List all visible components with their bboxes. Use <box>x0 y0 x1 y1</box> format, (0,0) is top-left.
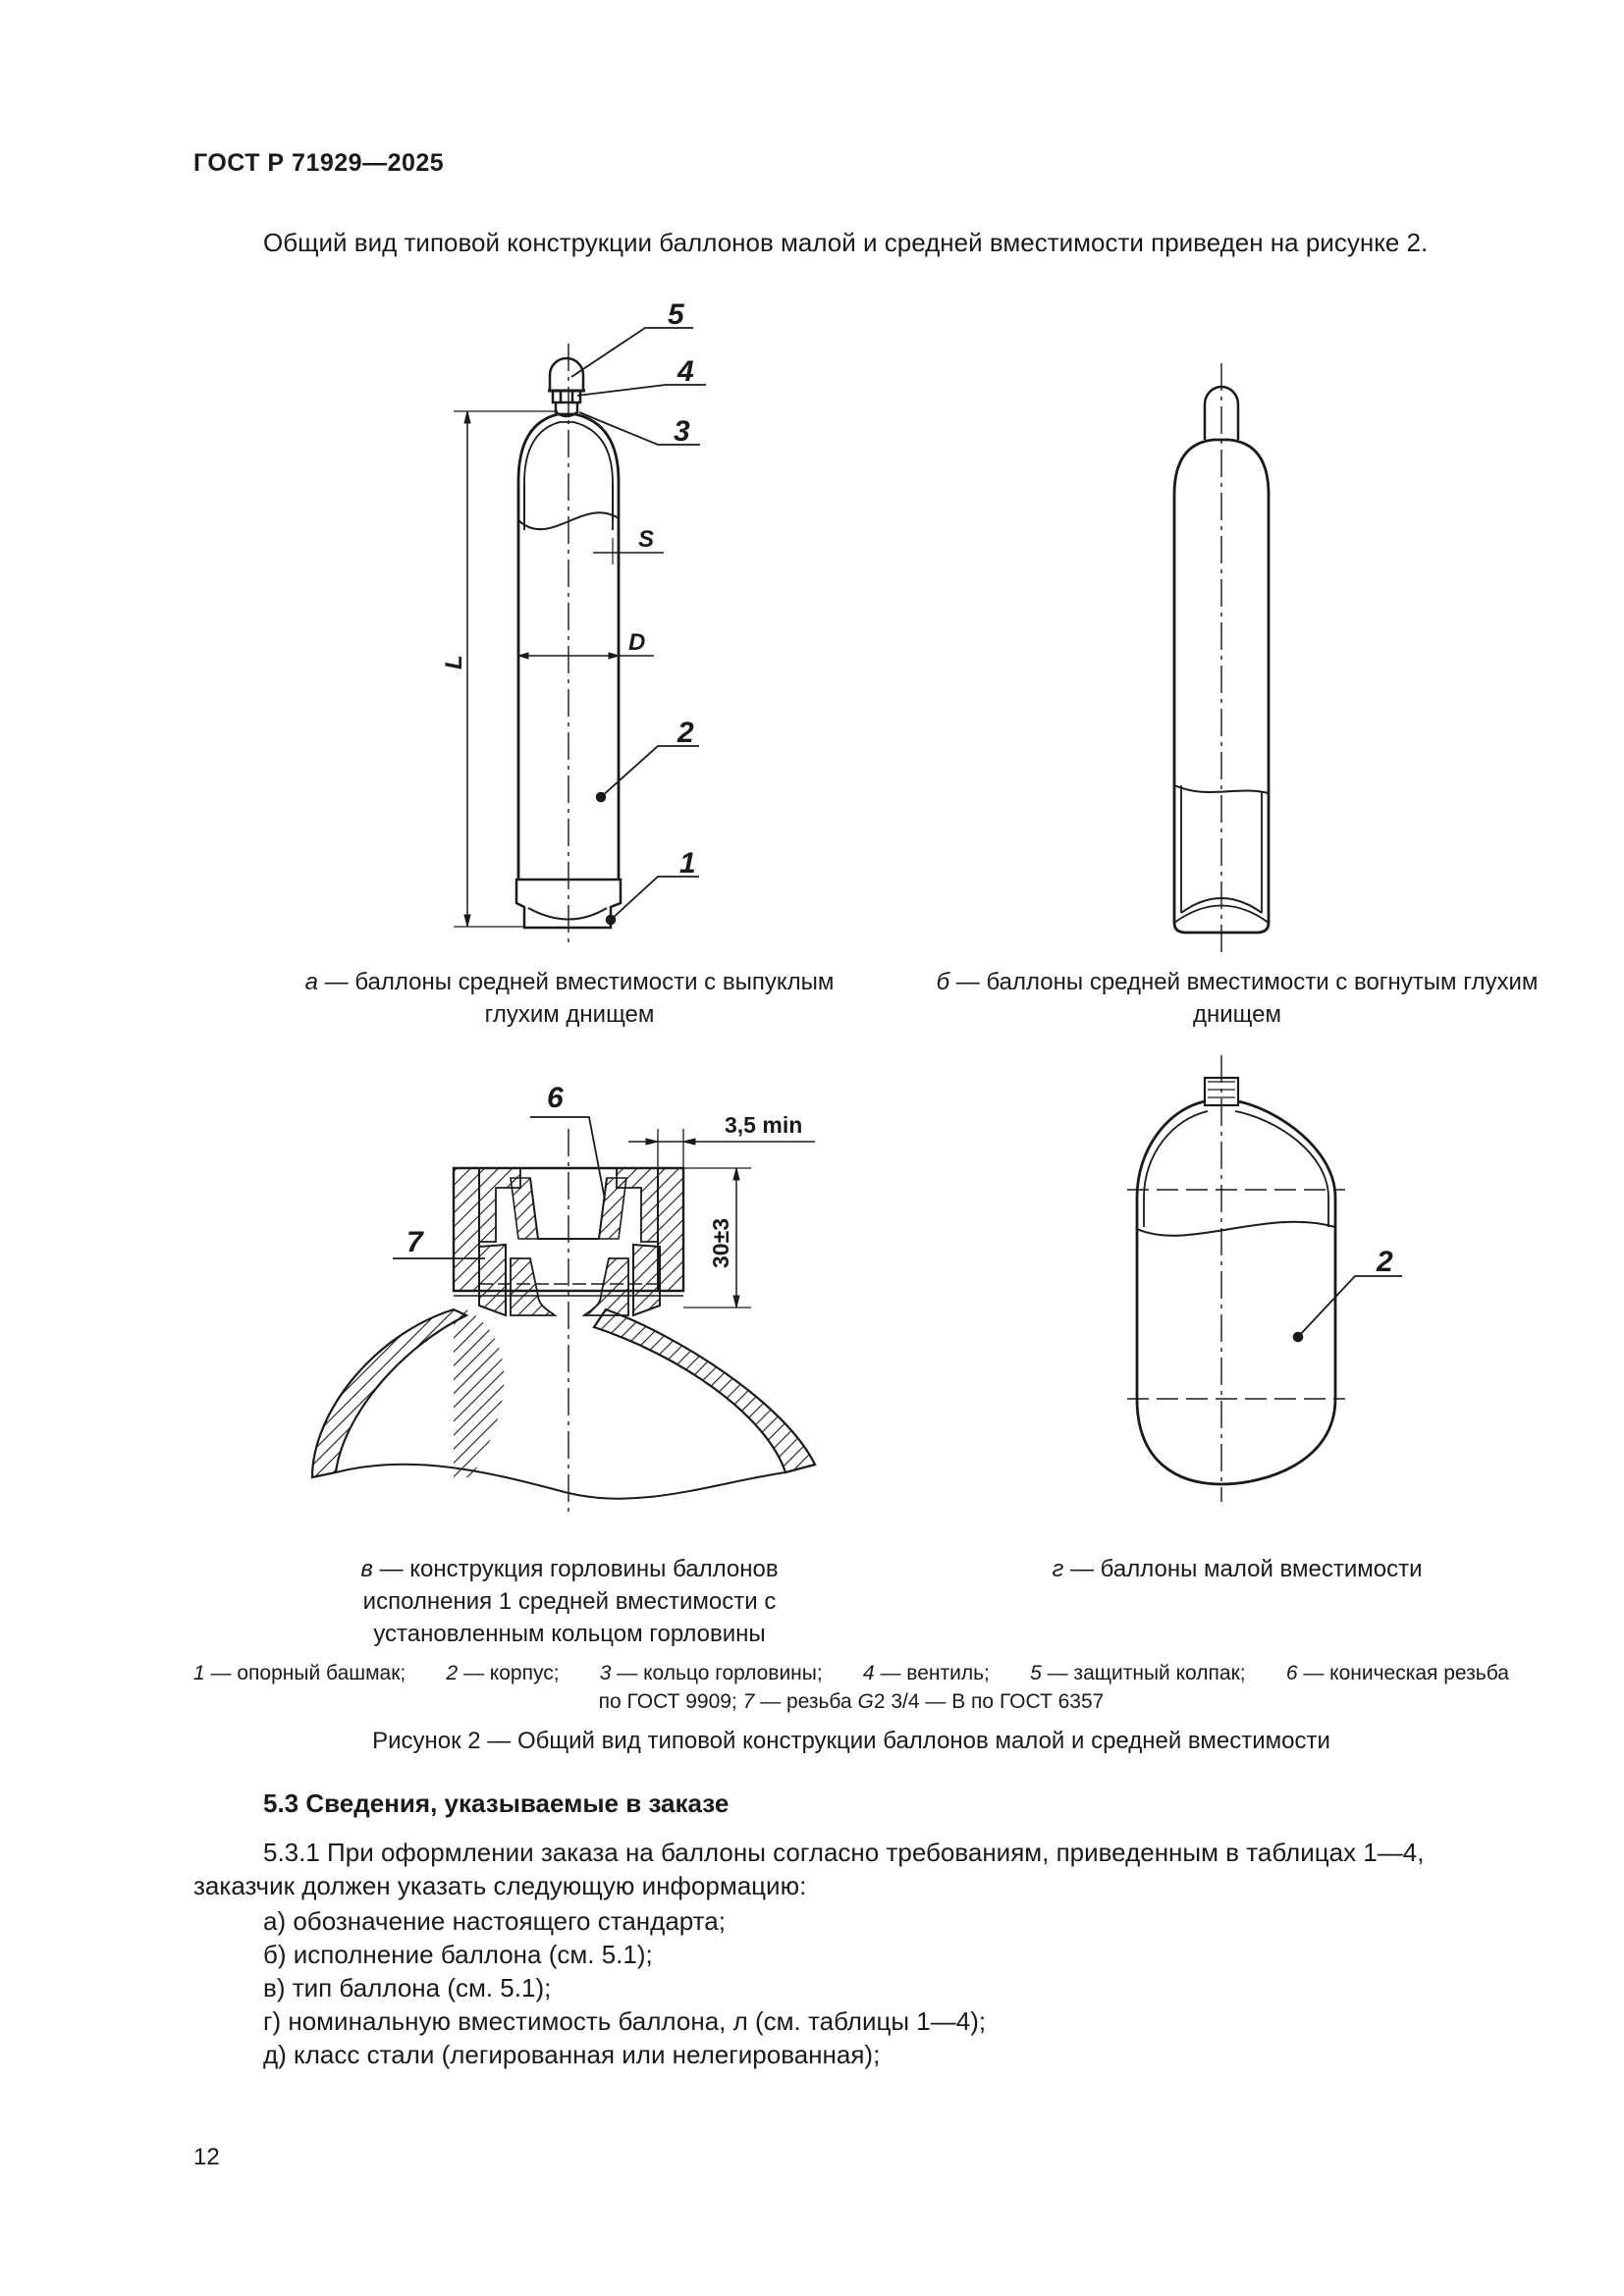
callout-1: 1 <box>679 847 696 880</box>
list-item: г) номинальную вместимость баллона, л (см. таблицы 1—4); <box>263 2006 987 2036</box>
list-item: б) исполнение баллона (см. 5.1); <box>263 1940 653 1969</box>
document-code: ГОСТ Р 71929—2025 <box>193 149 445 177</box>
dim-height-label: 30±3 <box>708 1218 733 1268</box>
legend-item-4: 4 — вентиль; <box>862 1662 990 1684</box>
section-heading: 5.3 Сведения, указываемые в заказе <box>263 1789 730 1818</box>
callout-5: 5 <box>668 298 684 331</box>
paragraph-line-2: заказчик должен указать следующую информацию: <box>193 1871 807 1900</box>
caption-b <box>854 966 1620 1031</box>
callout-4: 4 <box>677 355 694 388</box>
caption-d-line1: — баллоны малой вместимости <box>1063 1556 1423 1582</box>
caption-d-letter: г <box>1052 1556 1064 1582</box>
section-paragraph <box>193 1836 1509 1902</box>
legend-item-3: 3 — кольцо горловины; <box>599 1662 823 1684</box>
panel-d-drawing <box>1127 1055 1402 1502</box>
caption-b-line1: — баллоны средней вместимости с вогнутым глухим <box>949 969 1539 995</box>
caption-c-line2: исполнения 1 средней вместимости с <box>362 1588 777 1615</box>
caption-c-line1: — конструкция горловины баллонов <box>372 1556 779 1582</box>
panel-b-drawing <box>1174 363 1269 952</box>
callout-2-small: 2 <box>1377 1246 1393 1278</box>
dim-min-label: 3,5 min <box>725 1112 803 1138</box>
legend-item-5: 5 — защитный колпак; <box>1030 1662 1246 1684</box>
list-item: д) класс стали (легированная или нелегированная); <box>263 2040 881 2069</box>
caption-a <box>196 966 943 1031</box>
panel-a-drawing <box>454 328 706 942</box>
page-number: 12 <box>193 2144 220 2170</box>
figure-legend <box>193 1659 1509 1716</box>
list-item: в) тип баллона (см. 5.1); <box>263 1973 552 2002</box>
intro-paragraph: Общий вид типовой конструкции баллонов малой и средней вместимости приведен на рисунке 2. <box>263 228 1429 257</box>
legend-item-6: 6 — коническая резьба <box>1285 1662 1509 1684</box>
legend-item-1: 1 — опорный башмак; <box>193 1662 406 1684</box>
callout-6: 6 <box>547 1082 564 1114</box>
caption-a-line2: глухим днищем <box>484 1001 655 1028</box>
list-item: а) обозначение настоящего стандарта; <box>263 1906 726 1936</box>
dim-l-label: L <box>441 655 467 669</box>
legend-line-2: по ГОСТ 9909; 7 — резьба G2 3/4 — В по ГОСТ 6357 <box>598 1690 1105 1713</box>
caption-c <box>216 1553 923 1650</box>
caption-c-letter: в <box>360 1556 373 1582</box>
paragraph-line-1: 5.3.1 При оформлении заказа на баллоны согласно требованиям, приведенным в таблицах 1—4, <box>263 1838 1425 1867</box>
caption-a-line1: — баллоны средней вместимости с выпуклым <box>318 969 835 995</box>
caption-b-letter: б <box>936 969 950 995</box>
callout-2: 2 <box>677 717 694 749</box>
dim-d-label: D <box>628 629 646 656</box>
order-info-list <box>263 1904 986 2071</box>
caption-d <box>854 1553 1620 1585</box>
figure-title: Рисунок 2 — Общий вид типовой конструкции баллонов малой и средней вместимости <box>372 1728 1330 1754</box>
caption-c-line3: установленным кольцом горловины <box>373 1621 766 1647</box>
caption-a-letter: а <box>304 969 318 995</box>
caption-b-line2: днищем <box>1193 1001 1281 1028</box>
callout-3: 3 <box>674 415 690 448</box>
legend-line-1 <box>193 1659 1509 1687</box>
panel-c-drawing <box>312 1117 815 1517</box>
legend-item-2: 2 — корпус; <box>446 1662 560 1684</box>
dim-s-label: S <box>638 526 655 553</box>
callout-7: 7 <box>406 1226 423 1258</box>
